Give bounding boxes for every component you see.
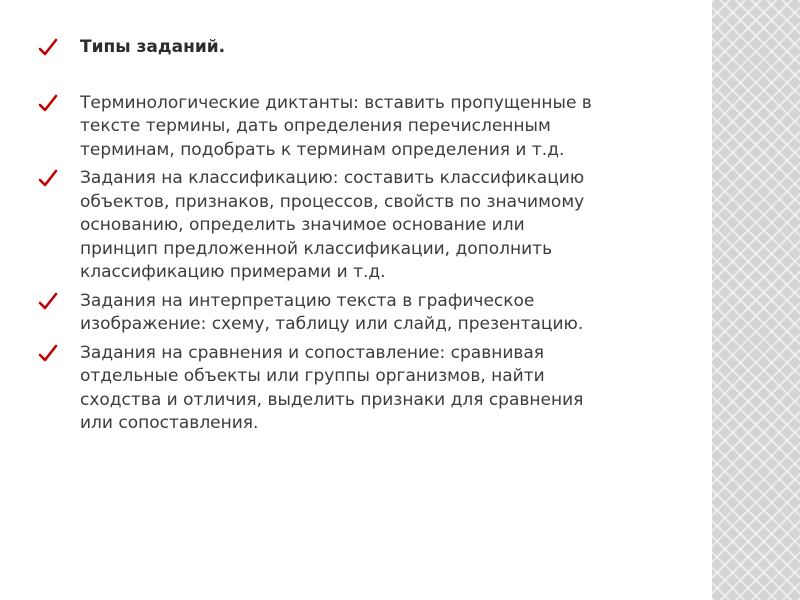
bullet-text: Задания на сравнения и сопоставление: сравнивая отдельные объекты или группы организмов, найти сходства и отличия, выделить признаки для сравнения или сопоставления. [80, 342, 584, 433]
bullet-item [38, 167, 698, 285]
bullet-item [38, 290, 698, 337]
checkmark-icon [38, 342, 58, 365]
bullet-heading [38, 36, 698, 60]
heading-text: Типы заданий. [80, 37, 226, 57]
checkmark-icon [38, 290, 58, 313]
bullet-item [38, 92, 698, 163]
bullet-item [38, 342, 698, 436]
decorative-side-panel [712, 0, 800, 600]
bullet-text: Задания на интерпретацию текста в графическое изображение: схему, таблицу или слайд, презентацию. [80, 290, 584, 334]
bullet-list [38, 36, 698, 436]
slide-content [38, 36, 698, 441]
bullet-text: Терминологические диктанты: вставить пропущенные в тексте термины, дать определения перечисленным терминам, подобрать к терминам определения и т.д. [80, 92, 592, 160]
checkmark-icon [38, 36, 58, 59]
checkmark-icon [38, 92, 58, 115]
bullet-text: Задания на классификацию: составить классификацию объектов, признаков, процессов, свойств по значимому основанию, определить значимое основание или принцип предложенной классификации, дополнить классификацию примерами и т.д. [80, 168, 585, 282]
checkmark-icon [38, 167, 58, 190]
